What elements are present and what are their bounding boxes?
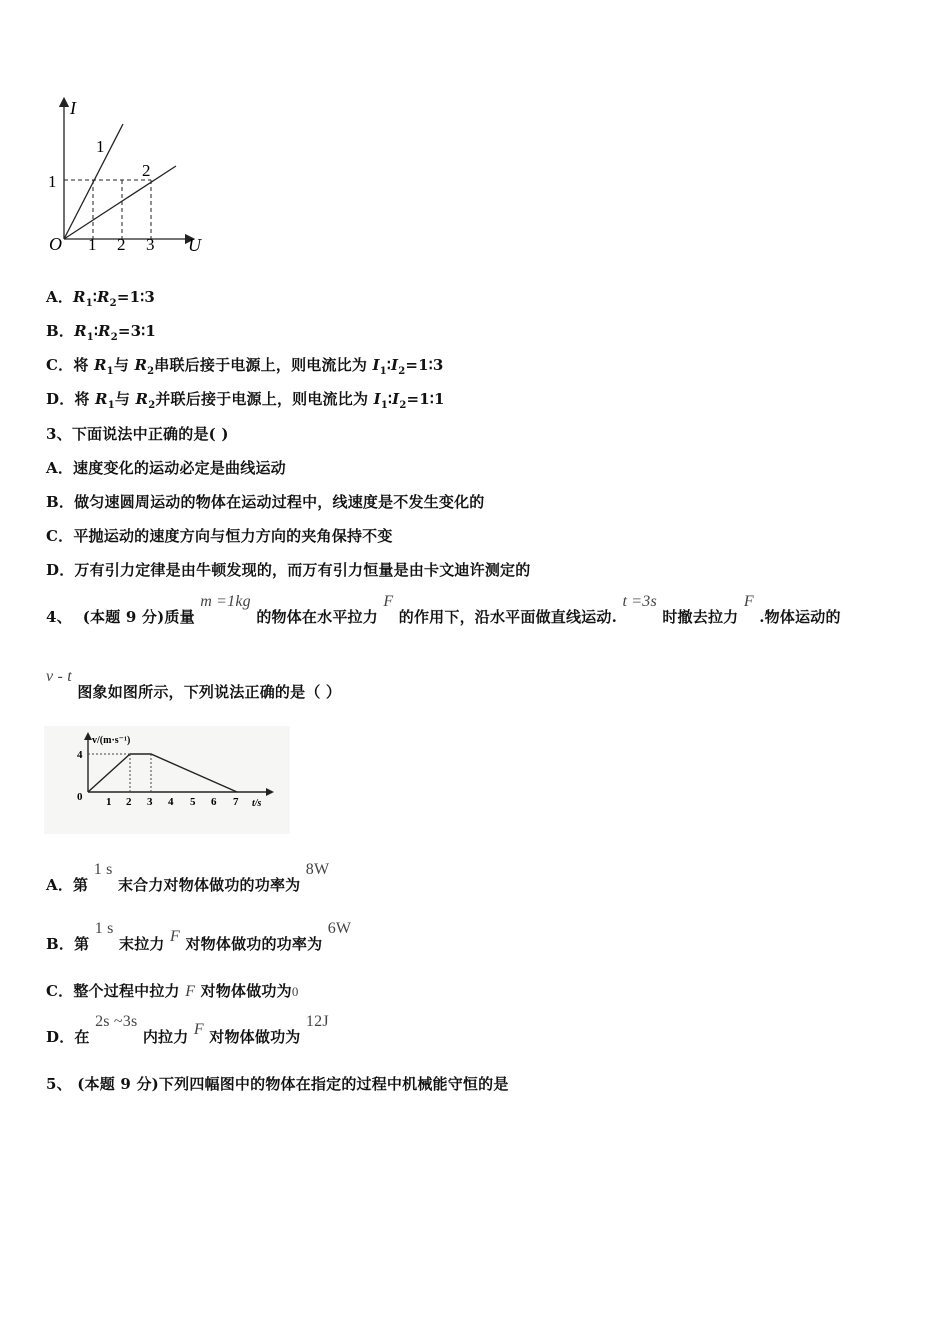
t-tick-2: 2 bbox=[126, 796, 132, 808]
q3-option-d[interactable]: D．万有引力定律是由牛顿发现的，而万有引力恒量是由卡文迪许测定的 bbox=[46, 561, 531, 579]
q4-option-a[interactable]: A．第 1 s 末合力对物体做功的功率为 8W bbox=[46, 861, 330, 894]
q4-stem-line1: 4、 (本题 9 分)质量 m =1kg 的物体在水平拉力 F 的作用下，沿水平面做直线运动. t =3s 时撤去拉力 F .物体运动的 bbox=[46, 593, 841, 626]
y-tick-1: 1 bbox=[48, 172, 57, 191]
line-2 bbox=[64, 166, 176, 239]
t-tick-4: 4 bbox=[168, 796, 174, 808]
force-symbol: F bbox=[743, 593, 754, 610]
t-tick-6: 6 bbox=[211, 796, 217, 808]
t-axis-label: t/s bbox=[252, 798, 262, 809]
x-tick-1: 1 bbox=[88, 235, 97, 254]
line-2-label: 2 bbox=[142, 161, 151, 180]
t-tick-1: 1 bbox=[106, 796, 112, 808]
force-symbol: F bbox=[383, 593, 394, 610]
q3-option-c[interactable]: C．平抛运动的速度方向与恒力方向的夹角保持不变 bbox=[46, 527, 393, 545]
v-axis-label: v/(m·s⁻¹) bbox=[92, 735, 131, 746]
q4-option-c[interactable]: C．整个过程中拉力 F 对物体做功为0 bbox=[46, 982, 299, 1000]
q2-option-a[interactable]: A．$R_1∶R_2=1∶3$ bbox=[46, 288, 155, 309]
q2-option-b[interactable]: B．$R_1∶R_2=3∶1$ bbox=[46, 322, 157, 343]
q4-stem-line2: v - t 图象如图所示，下列说法正确的是（ ） bbox=[46, 668, 342, 701]
origin-zero: 0 bbox=[77, 791, 83, 803]
time-formula: t =3s bbox=[622, 593, 657, 610]
q3-option-b[interactable]: B．做匀速圆周运动的物体在运动过程中，线速度是不发生变化的 bbox=[46, 493, 485, 511]
q3-option-a[interactable]: A．速度变化的运动必定是曲线运动 bbox=[46, 459, 286, 477]
mass-formula: m =1kg bbox=[200, 593, 251, 610]
line-1-label: 1 bbox=[96, 137, 105, 156]
u-axis-label: U bbox=[188, 235, 201, 255]
origin-label: O bbox=[49, 234, 62, 254]
v-tick-4: 4 bbox=[77, 749, 83, 761]
t-tick-3: 3 bbox=[147, 796, 153, 808]
q2-option-d[interactable]: D．将 $R_1$与 $R_2$并联后接于电源上，则电流比为 $I_1∶I_2=1∶1$ bbox=[46, 390, 445, 411]
t-tick-5: 5 bbox=[190, 796, 196, 808]
q5-stem: 5、 (本题 9 分)下列四幅图中的物体在指定的过程中机械能守恒的是 bbox=[46, 1075, 509, 1093]
q3-stem: 3、下面说法中正确的是( ) bbox=[46, 425, 229, 443]
q4-option-d[interactable]: D．在 2s ~3s 内拉力 F 对物体做功为 12J bbox=[46, 1013, 329, 1046]
t-tick-7: 7 bbox=[233, 796, 239, 808]
vt-graph bbox=[44, 726, 290, 834]
i-axis-label: I bbox=[70, 98, 76, 118]
iu-graph bbox=[42, 96, 212, 256]
vt-symbol: v - t bbox=[46, 668, 72, 685]
x-tick-3: 3 bbox=[146, 235, 155, 254]
x-tick-2: 2 bbox=[117, 235, 126, 254]
q2-option-c[interactable]: C．将 $R_1$与 $R_2$串联后接于电源上，则电流比为 $I_1∶I_2=1∶3$ bbox=[46, 356, 444, 377]
q4-option-b[interactable]: B．第 1 s 末拉力 F 对物体做功的功率为 6W bbox=[46, 920, 352, 953]
